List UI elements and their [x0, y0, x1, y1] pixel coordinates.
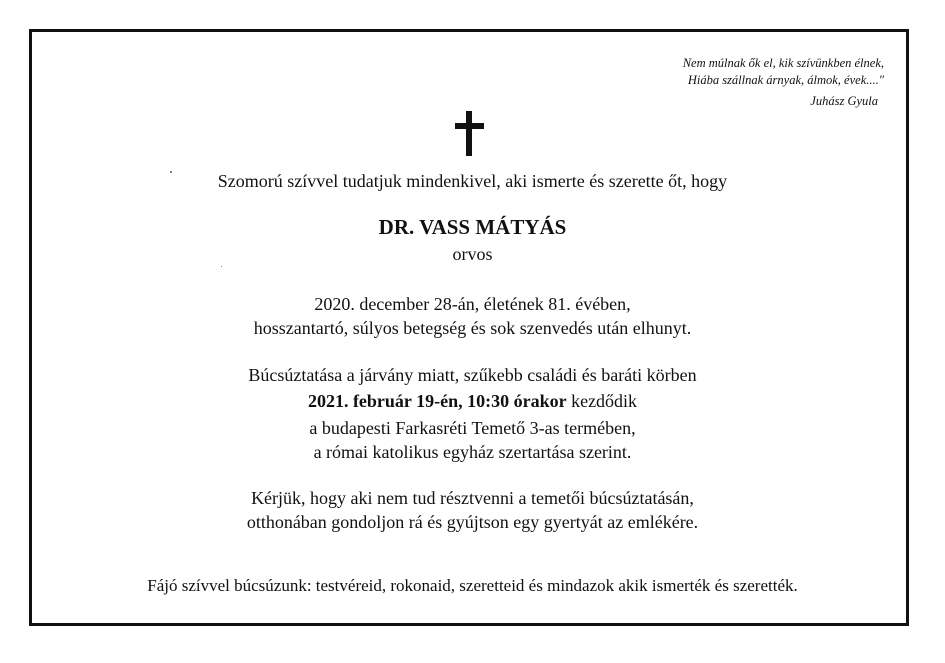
funeral-line-3: a budapesti Farkasréti Temető 3-as termében, — [309, 418, 636, 438]
funeral-date-time: 2021. február 19-én, 10:30 órakor — [307, 391, 567, 411]
cross-icon — [455, 111, 485, 156]
deceased-name: DR. VASS MÁTYÁS — [378, 215, 567, 239]
funeral-line-1: Búcsúztatása a járvány miatt, szűkebb családi és baráti körben — [248, 365, 697, 385]
funeral-starts-text: kezdődik — [566, 391, 638, 411]
request-line-1: Kérjük, hogy aki nem tud résztvenni a temetői búcsúztatásán, — [251, 488, 694, 508]
farewell-text: Fájó szívvel búcsúzunk: testvéreid, rokonaid, szeretteid és mindazok akik ismerték és szerették. — [147, 576, 798, 595]
scan-speck — [221, 266, 222, 267]
funeral-line-4: a római katolikus egyház szertartása szerint. — [313, 442, 632, 462]
funeral-line-2 — [0, 390, 945, 412]
poem-quote — [524, 55, 884, 110]
quote-line-2: Hiába szállnak árnyak, álmok, évek...." — [687, 73, 884, 87]
death-line-2: hosszantartó, súlyos betegség és sok szenvedés után elhunyt. — [253, 318, 692, 338]
deceased-profession: orvos — [452, 244, 493, 264]
quote-line-1: Nem múlnak ők el, kik szívünkben élnek, — [682, 56, 884, 70]
death-line-1: 2020. december 28-án, életének 81. évében, — [314, 294, 631, 314]
quote-author: Juhász Gyula — [810, 94, 878, 108]
request-line-2: otthonában gondoljon rá és gyújtson egy gyertyát az emlékére. — [246, 512, 699, 532]
intro-text: Szomorú szívvel tudatjuk mindenkivel, aki ismerte és szerette őt, hogy — [217, 171, 728, 191]
